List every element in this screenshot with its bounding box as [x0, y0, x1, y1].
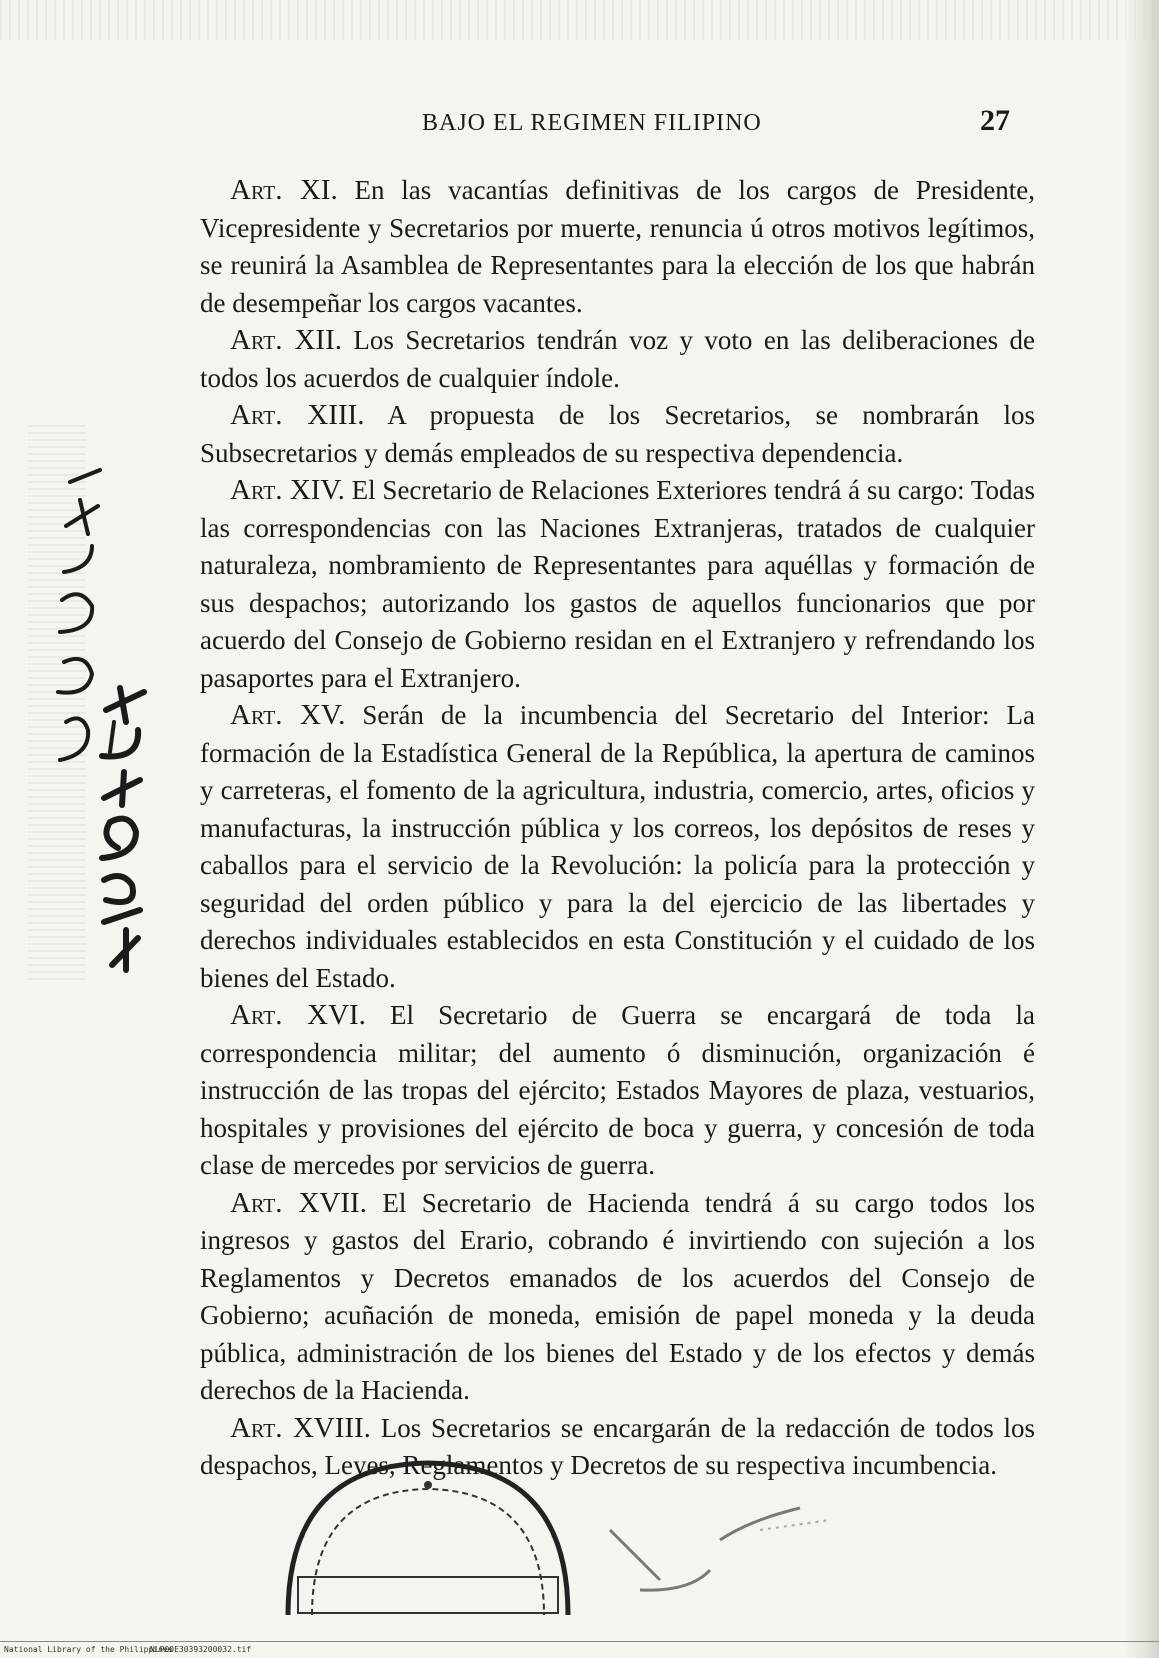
footer-institution: National Library of the Philippines: [4, 1645, 173, 1654]
article-label: Art. XVII.: [230, 1186, 367, 1219]
article-text: En las vacantías definitivas de los cargos de Presidente, Vicepresidente y Secretarios por muerte, renuncia ú otros motivos legítimos, se reunirá la Asamblea de Representantes para la elección de los que habrán de desempeñar los cargos vacantes.: [200, 175, 1035, 318]
article-paragraph: [200, 397, 1035, 472]
running-head: BAJO EL REGIMEN FILIPINO: [422, 110, 762, 136]
article-paragraph: [200, 997, 1035, 1185]
footer-filename: NLP00E30393200032.tif: [150, 1645, 252, 1654]
article-text: A propuesta de los Secretarios, se nombrarán los Subsecretarios y demás empleados de su respectiva dependencia.: [200, 400, 1035, 468]
article-label: Art. XV.: [230, 699, 346, 731]
ink-smudge: [600, 1500, 840, 1600]
article-label: Art. XI.: [230, 174, 338, 206]
page-number: 27: [980, 104, 1010, 137]
library-stamp: [278, 1445, 578, 1625]
article-label: Art. XII.: [230, 324, 342, 356]
article-paragraph: [200, 322, 1035, 397]
handwritten-accession-note: [40, 460, 160, 980]
article-paragraph: [200, 1185, 1035, 1410]
article-label: Art. XVI.: [230, 999, 366, 1031]
article-text: Serán de la incumbencia del Secretario del Interior: La formación de la Estadística General de la República, la apertura de caminos y carreteras, el fomento de la agricultura, industria, comercio, artes, oficios y manufacturas, la instrucción pública y los correos, los depósitos de reses y caballos para el servicio de la Revolución: la policía para la protección y seguridad del orden público y para la del ejercicio de las libertades y derechos individuales establecidos en esta Constitución y el cuidado de los bienes del Estado.: [200, 700, 1035, 993]
article-paragraph: [200, 172, 1035, 322]
article-text: Los Secretarios se encargarán de la redacción de todos los despachos, Leyes, Reglamentos y Decretos de su respectiva incumbencia.: [200, 1412, 1035, 1480]
article-text: Los Secretarios tendrán voz y voto en las deliberaciones de todos los acuerdos de cualquier índole.: [200, 325, 1035, 393]
footer-rule: [0, 1641, 1159, 1642]
body-text: [200, 172, 1035, 1485]
scan-noise-top: [0, 0, 1159, 40]
page-edge-shadow: [1125, 0, 1159, 1658]
article-label: Art. XIV.: [230, 474, 345, 506]
article-text: El Secretario de Guerra se encargará de toda la correspondencia militar; del aumento ó disminución, organización é instrucción de las tropas del ejército; Estados Mayores de plaza, vestuarios, hospitales y provisiones del ejército de boca y guerra, y concesión de toda clase de mercedes por servicios de guerra.: [200, 1000, 1035, 1180]
article-text: El Secretario de Hacienda tendrá á su cargo todos los ingresos y gastos del Erario, cobrando é invirtiendo con sujeción a los Reglamentos y Decretos emanados de los acuerdos del Consejo de Gobierno; acuñación de moneda, emisión de papel moneda y la deuda pública, administración de los bienes del Estado y de los efectos y demás derechos de la Hacienda.: [200, 1187, 1036, 1405]
article-text: El Secretario de Relaciones Exteriores tendrá á su cargo: Todas las correspondencias con las Naciones Extranjeras, tratados de cualquier naturaleza, nombramiento de Representantes para aquéllas y formación de sus despachos; autorizando los gastos de aquellos funcionarios que por acuerdo del Consejo de Gobierno residan en el Extranjero y refrendando los pasaportes para el Extranjero.: [200, 475, 1036, 693]
article-label: Art. XVIII.: [230, 1411, 371, 1444]
article-paragraph: [200, 697, 1035, 997]
article-label: Art. XIII.: [230, 399, 365, 431]
article-paragraph: [200, 472, 1035, 697]
